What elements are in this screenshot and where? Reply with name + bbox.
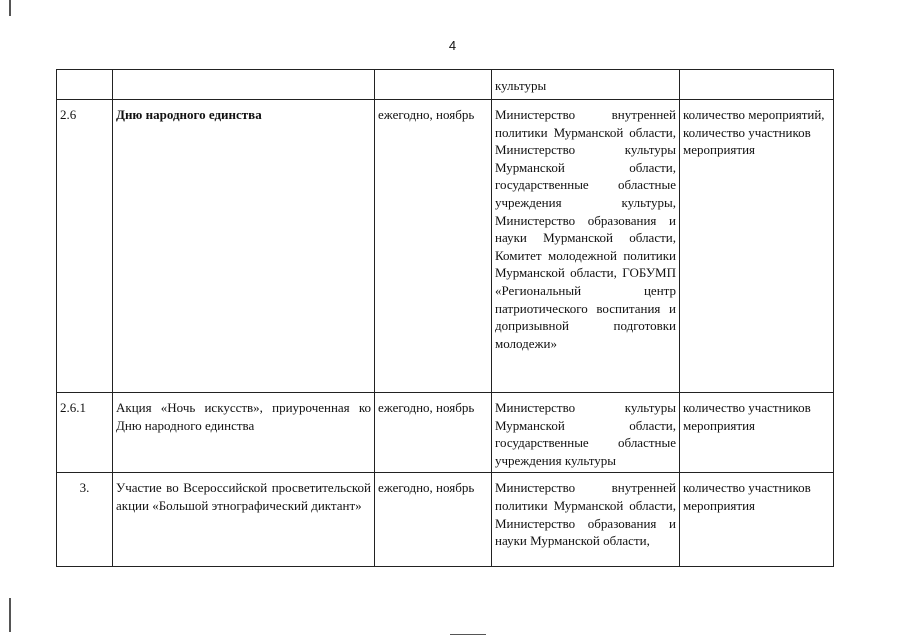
cell-responsible: культуры — [492, 70, 680, 100]
cell-indicator: количество участников мероприятия — [680, 473, 834, 567]
cell-responsible: Министерство внутренней политики Мурманской области, Министерство образования и науки Мурманской области, — [492, 473, 680, 567]
cell-period: ежегодно, ноябрь — [375, 473, 492, 567]
cell-responsible: Министерство внутренней политики Мурманской области, Министерство культуры Мурманской области, государственные областные учреждения культуры, Министерство образования и науки Мурманской области, Комитет молодежной политики Мурманской области, ГОБУМП «Региональный центр патриотического воспитания и допризывной подготовки молодежи» — [492, 100, 680, 393]
cell-responsible: Министерство культуры Мурманской области, государственные областные учреждения культуры — [492, 393, 680, 473]
cell-indicator: количество участников мероприятия — [680, 393, 834, 473]
cell-num: 2.6 — [57, 100, 113, 393]
cell-period — [375, 70, 492, 100]
cell-event: Дню народного единства — [113, 100, 375, 393]
table-row — [57, 473, 834, 567]
cell-event — [113, 70, 375, 100]
scan-edge-mark-top — [9, 0, 11, 16]
cell-indicator: количество мероприятий, количество участников мероприятия — [680, 100, 834, 393]
measures-table — [56, 69, 834, 567]
page-number: 4 — [448, 38, 457, 53]
cell-event: Участие во Всероссийской просветительской акции «Большой этнографический диктант» — [113, 473, 375, 567]
cell-event: Акция «Ночь искусств», приуроченная ко Дню народного единства — [113, 393, 375, 473]
cell-num — [57, 70, 113, 100]
table-row — [57, 100, 834, 393]
cell-num: 2.6.1 — [57, 393, 113, 473]
scan-bottom-mark — [450, 634, 486, 635]
cell-indicator — [680, 70, 834, 100]
cell-num: 3. — [57, 473, 113, 567]
table-row-continued — [57, 70, 834, 100]
cell-period: ежегодно, ноябрь — [375, 393, 492, 473]
scan-edge-mark-bottom — [9, 598, 11, 632]
table-row — [57, 393, 834, 473]
cell-period: ежегодно, ноябрь — [375, 100, 492, 393]
